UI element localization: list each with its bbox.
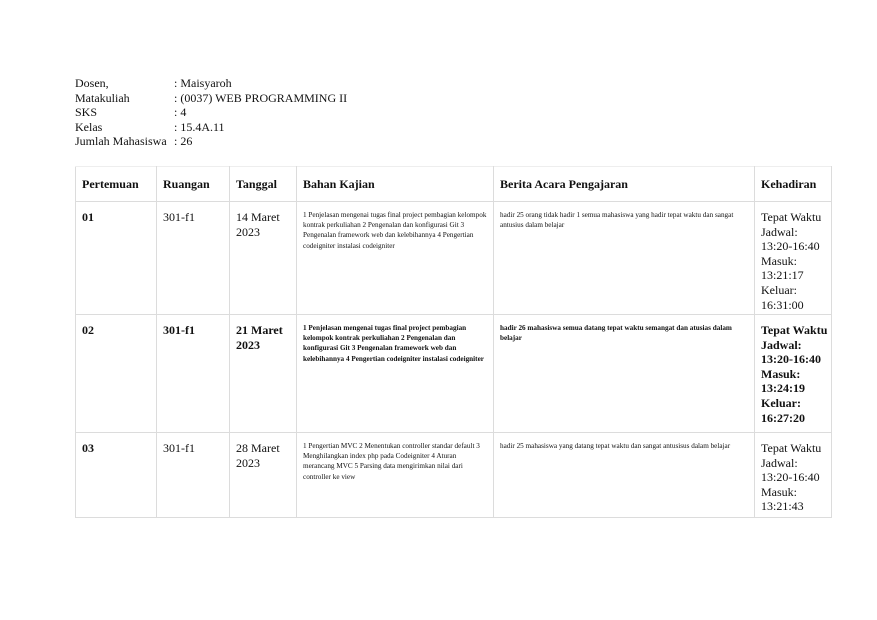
kehadiran-jadwal: 13:20-16:40	[761, 470, 820, 485]
cell-pertemuan: 01	[76, 202, 157, 315]
cell-bahan-kajian: 1 Penjelasan mengenai tugas final project pembagian kelompok kontrak perkuliahan 2 Pengenalan dan konfigurasi Git 3 Pengenalan framework web dan kelebihannya 4 Pengertian codeigniter instalasi codeigniter	[297, 315, 494, 433]
cell-pertemuan: 02	[76, 315, 157, 433]
course-info	[75, 76, 347, 149]
info-label: Matakuliah	[75, 90, 130, 105]
cell-pertemuan: 03	[76, 433, 157, 518]
kehadiran-jadwal-label: Jadwal:	[761, 455, 798, 470]
header-pertemuan: Pertemuan	[76, 167, 157, 202]
header-berita-acara: Berita Acara Pengajaran	[494, 167, 755, 202]
cell-tanggal: 14 Maret 2023	[230, 202, 297, 315]
info-value: : 4	[174, 105, 187, 119]
kehadiran-masuk-label: Masuk:	[761, 366, 801, 381]
info-label: Kelas	[75, 119, 103, 134]
info-dosen	[75, 76, 347, 91]
kehadiran-status: Tepat Waktu	[761, 210, 822, 224]
header-kehadiran: Kehadiran	[755, 167, 832, 202]
kehadiran-jadwal: 13:20-16:40	[761, 352, 821, 367]
kehadiran-keluar-label: Keluar:	[761, 395, 801, 410]
info-value: : 26	[174, 134, 193, 148]
kehadiran-keluar: 16:27:20	[761, 410, 805, 425]
info-value: : 15.4A.11	[174, 119, 225, 134]
info-value: : Maisyaroh	[174, 76, 232, 90]
kehadiran-keluar-label: Keluar:	[761, 282, 797, 297]
attendance-table	[75, 166, 832, 518]
kehadiran-jadwal-label: Jadwal:	[761, 224, 798, 239]
table-row	[76, 202, 832, 315]
table-row	[76, 433, 832, 518]
info-label: Dosen,	[75, 76, 109, 90]
cell-bahan-kajian: 1 Pengertian MVC 2 Menentukan controller standar default 3 Menghilangkan index php pada Codeigniter 4 Aturan merancang MVC 5 Parsing data mengirimkan nilai dari controller ke view	[297, 433, 494, 518]
cell-kehadiran	[755, 202, 832, 315]
cell-ruangan: 301-f1	[157, 315, 230, 433]
kehadiran-masuk-label: Masuk:	[761, 484, 797, 499]
kehadiran-masuk-label: Masuk:	[761, 253, 797, 268]
kehadiran-status: Tepat Waktu	[761, 323, 828, 337]
kehadiran-masuk: 13:21:43	[761, 499, 804, 514]
header-tanggal: Tanggal	[230, 167, 297, 202]
info-label: Jumlah Mahasiswa	[75, 134, 167, 148]
cell-berita-acara: hadir 25 orang tidak hadir 1 semua mahasiswa yang hadir tepat waktu dan sangat antusius dalam belajar	[494, 202, 755, 315]
kehadiran-jadwal: 13:20-16:40	[761, 239, 820, 254]
info-matakuliah	[75, 91, 347, 106]
kehadiran-status: Tepat Waktu	[761, 441, 822, 455]
cell-tanggal: 21 Maret 2023	[230, 315, 297, 433]
info-kelas	[75, 120, 347, 135]
cell-tanggal: 28 Maret 2023	[230, 433, 297, 518]
cell-kehadiran	[755, 315, 832, 433]
table-header-row	[76, 167, 832, 202]
info-jumlah-mahasiswa	[75, 134, 347, 149]
info-label: SKS	[75, 105, 98, 119]
kehadiran-keluar: 16:31:00	[761, 297, 804, 312]
table-row	[76, 315, 832, 433]
info-value: : (0037) WEB PROGRAMMING II	[174, 90, 348, 105]
kehadiran-jadwal-label: Jadwal:	[761, 337, 802, 352]
cell-kehadiran	[755, 433, 832, 518]
kehadiran-masuk: 13:21:17	[761, 268, 804, 283]
header-ruangan: Ruangan	[157, 167, 230, 202]
header-bahan-kajian: Bahan Kajian	[297, 167, 494, 202]
cell-ruangan: 301-f1	[157, 433, 230, 518]
info-sks	[75, 105, 347, 120]
cell-ruangan: 301-f1	[157, 202, 230, 315]
cell-bahan-kajian: 1 Penjelasan mengenai tugas final project pembagian kelompok kontrak perkuliahan 2 Pengenalan dan konfigurasi Git 3 Pengenalan framework web dan kelebihannya 4 Pengertian codeigniter instalasi codeigniter	[297, 202, 494, 315]
kehadiran-masuk: 13:24:19	[761, 381, 805, 396]
cell-berita-acara: hadir 25 mahasiswa yang datang tepat waktu dan sangat antusisus dalam belajar	[494, 433, 755, 518]
cell-berita-acara: hadir 26 mahasiswa semua datang tepat waktu semangat dan atusias dalam belajar	[494, 315, 755, 433]
